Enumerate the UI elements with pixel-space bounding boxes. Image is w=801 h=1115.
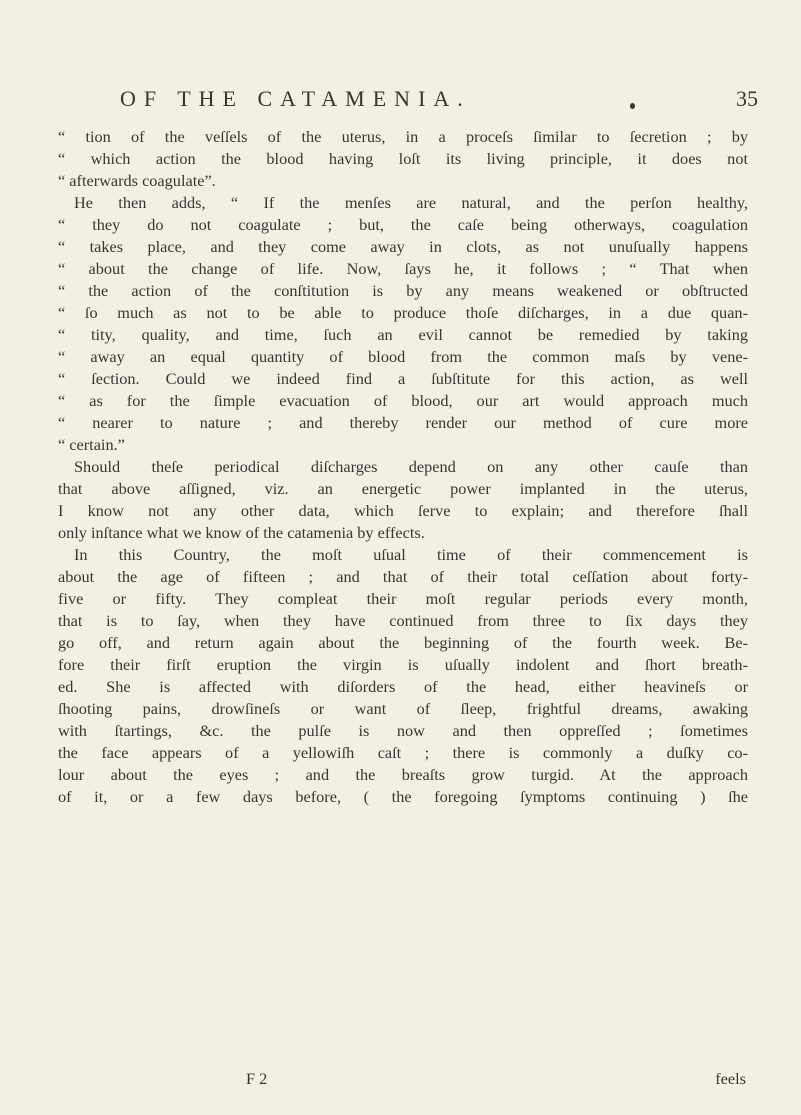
text-line: “ which action the blood having loſt its living principle, it does not [58, 149, 748, 168]
catchword: feels [715, 1069, 746, 1088]
text-line: “ afterwards coagulate”. [58, 171, 216, 190]
text-line: that is to ſay, when they have continued from three to ſix days they [58, 611, 748, 630]
signature-mark: F 2 [246, 1069, 268, 1088]
text-line: that above aſſigned, viz. an energetic power implanted in the uterus, [58, 479, 748, 498]
text-line: Should theſe periodical diſcharges depend on any other cauſe than [74, 457, 748, 476]
text-line: the face appears of a yellowiſh caſt ; there is commonly a duſky co- [58, 743, 748, 762]
text-line: lour about the eyes ; and the breaſts grow turgid. At the approach [58, 765, 748, 784]
text-line: about the age of fifteen ; and that of their total ceſſation about forty- [58, 567, 748, 586]
text-line: “ nearer to nature ; and thereby render our method of cure more [58, 413, 748, 432]
ink-speck [630, 103, 635, 109]
text-line: “ away an equal quantity of blood from the common maſs by vene- [58, 347, 748, 366]
text-line: “ they do not coagulate ; but, the caſe being otherways, coagulation [58, 215, 748, 234]
page-footer [58, 1068, 748, 1090]
text-line: “ tity, quality, and time, ſuch an evil cannot be remedied by taking [58, 325, 748, 344]
text-line: “ about the change of life. Now, ſays he, it follows ; “ That when [58, 259, 748, 278]
text-line: only inſtance what we know of the catamenia by effects. [58, 523, 425, 542]
text-line: “ as for the ſimple evacuation of blood, our art would approach much [58, 391, 748, 410]
text-line: with ſtartings, &c. the pulſe is now and then oppreſſed ; ſometimes [58, 721, 748, 740]
text-line: “ tion of the veſſels of the uterus, in a proceſs ſimilar to ſecretion ; by [58, 127, 748, 146]
text-line: I know not any other data, which ſerve to explain; and therefore ſhall [58, 501, 748, 520]
text-line: “ ſo much as not to be able to produce thoſe diſcharges, in a due quan- [58, 303, 748, 322]
body-text [58, 126, 748, 808]
text-line: ed. She is affected with diſorders of the head, either heavineſs or [58, 677, 748, 696]
page-number: 35 [736, 86, 758, 111]
text-line: “ ſection. Could we indeed find a ſubſtitute for this action, as well [58, 369, 748, 388]
text-line: He then adds, “ If the menſes are natural, and the perſon healthy, [74, 193, 748, 212]
text-line: “ the action of the conſtitution is by any means weakened or obſtructed [58, 281, 748, 300]
running-title: OF THE CATAMENIA. [120, 86, 471, 111]
text-line: In this Country, the moſt uſual time of their commencement is [74, 545, 748, 564]
text-line: fore their firſt eruption the virgin is uſually indolent and ſhort breath- [58, 655, 748, 674]
text-line: five or fifty. They compleat their moſt regular periods every month, [58, 589, 748, 608]
text-line: ſhooting pains, drowſineſs or want of ſleep, frightful dreams, awaking [58, 699, 748, 718]
text-line: “ certain.” [58, 435, 125, 454]
text-line: “ takes place, and they come away in clots, as not unuſually happens [58, 237, 748, 256]
text-line: of it, or a few days before, ( the foregoing ſymptoms continuing ) ſhe [58, 787, 748, 806]
text-line: go off, and return again about the beginning of the fourth week. Be- [58, 633, 748, 652]
